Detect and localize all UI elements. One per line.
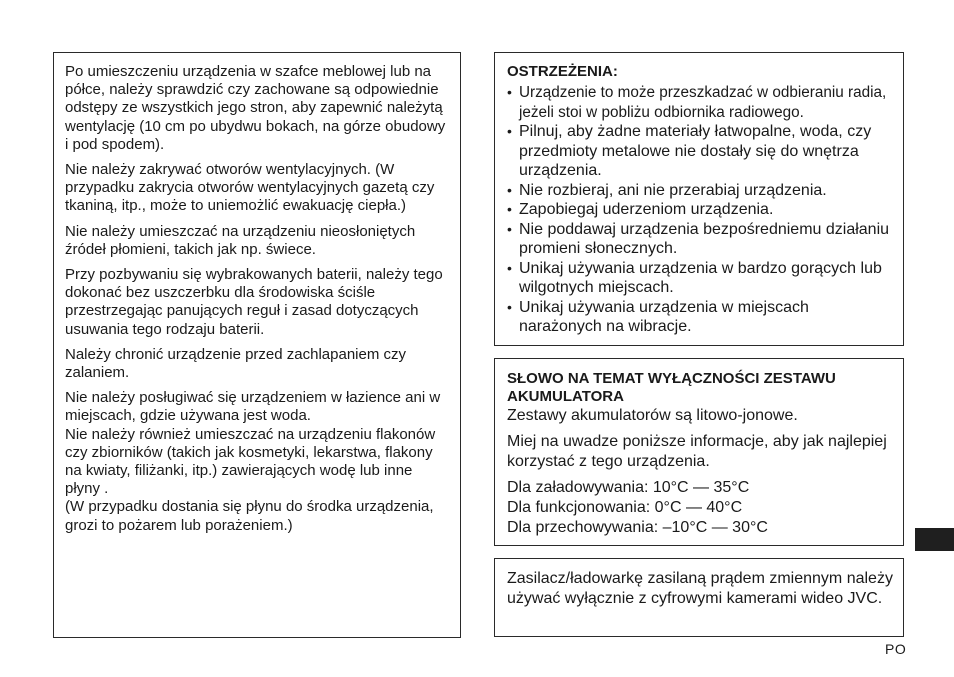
warnings-box xyxy=(494,52,904,346)
warning-item: • Unikaj używania urządzenia w bardzo gorących lub wilgotnych miejscach. xyxy=(507,259,882,296)
charger-note-text: Zasilacz/ładowarkę zasilaną prądem zmiennym należy używać wyłącznie z cyfrowymi kamerami wideo JVC. xyxy=(507,570,893,607)
bullet-icon: • xyxy=(507,220,512,237)
operating-temp-text: Dla funkcjonowania: 0°C — 40°C xyxy=(507,499,743,516)
safety-instructions-box xyxy=(53,52,461,638)
warnings-list xyxy=(507,83,895,337)
bullet-icon: • xyxy=(507,84,512,100)
ventilation-spacing-paragraph: Po umieszczeniu urządzenia w szafce meblowej lub na półce, należy sprawdzić czy zachowane są odpowiednie odstępy ze wszystkich jego stron, aby zapewnić należytą wentylację (10 cm po ubydwu bokach, na górze obudowy i pod spodem). xyxy=(65,63,446,153)
ventilation-cover-paragraph: Nie należy zakrywać otworów wentylacyjnych. (W przypadku zakrycia otworów wentylacyjnych gazetą czy tkaniną, itp., może to uniemożlić ewakuację ciepła.) xyxy=(65,161,435,215)
warning-item: • Nie poddawaj urządzenia bezpośredniemu działaniu promieni słonecznych. xyxy=(507,220,890,257)
water-usage-paragraph: Nie należy posługiwać się urządzeniem w łazience ani w miejscach, gdzie używana jest woda. Nie należy również umieszczać na urządzeniu flakonów czy zbiorników (takich jak kosmetyki, lekarstwa, flakony na kwiaty, filiżanki, itp.) zawierających wodę lub inne płyny . (W przypadku dostania się płynu do środka urządzenia, grozi to pożarem lub porażeniem.) xyxy=(65,389,441,534)
warning-item: • Nie rozbieraj, ani nie przerabiaj urządzenia. xyxy=(507,181,827,199)
bullet-icon: • xyxy=(507,298,512,315)
warnings-title: OSTRZEŻENIA: xyxy=(507,63,618,80)
charging-temp-text: Dla załadowywania: 10°C — 35°C xyxy=(507,479,750,496)
bullet-icon: • xyxy=(507,259,512,276)
bullet-icon: • xyxy=(507,123,512,139)
splash-protection-paragraph: Należy chronić urządzenie przed zachlapaniem czy zalaniem. xyxy=(65,345,407,382)
warning-item: • Unikaj używania urządzenia w miejscach narażonych na wibracje. xyxy=(507,298,809,335)
storage-temp-text: Dla przechowywania: –10°C — 30°C xyxy=(507,519,768,536)
battery-note-box xyxy=(494,358,904,546)
battery-disposal-paragraph: Przy pozbywaniu się wybrakowanych baterii, należy tego dokonać bez uszczerbku dla środowiska ściśle przestrzegając panujących reguł i zasad dotyczących usuwania tego rodzaju baterii. xyxy=(65,266,443,338)
warning-item: • Urządzenie to może przeszkadzać w odbieraniu radia, jeżeli stoi w pobliżu odbiornika radiowego. xyxy=(507,84,887,121)
charger-note-box xyxy=(494,558,904,637)
page-language-label: PO xyxy=(885,641,907,657)
open-flame-paragraph: Nie należy umieszczać na urządzeniu nieosłoniętych źródeł płomieni, takich jak np. świece. xyxy=(65,222,416,258)
battery-note-title: SŁOWO NA TEMAT WYŁĄCZNOŚCI ZESTAWU AKUMULATORA xyxy=(507,370,836,405)
battery-usage-text: Miej na uwadze poniższe informacje, aby jak najlepiej korzystać z tego urządzenia. xyxy=(507,433,887,470)
warning-item: • Pilnuj, aby żadne materiały łatwopalne, woda, czy przedmioty metalowe nie dostały się do wnętrza urządzenia. xyxy=(507,123,872,179)
bullet-icon: • xyxy=(507,201,512,217)
battery-type-text: Zestawy akumulatorów są litowo-jonowe. xyxy=(507,407,798,424)
warning-item: • Zapobiegaj uderzeniom urządzenia. xyxy=(507,201,774,218)
section-tab-marker xyxy=(915,528,954,551)
bullet-icon: • xyxy=(507,181,512,198)
